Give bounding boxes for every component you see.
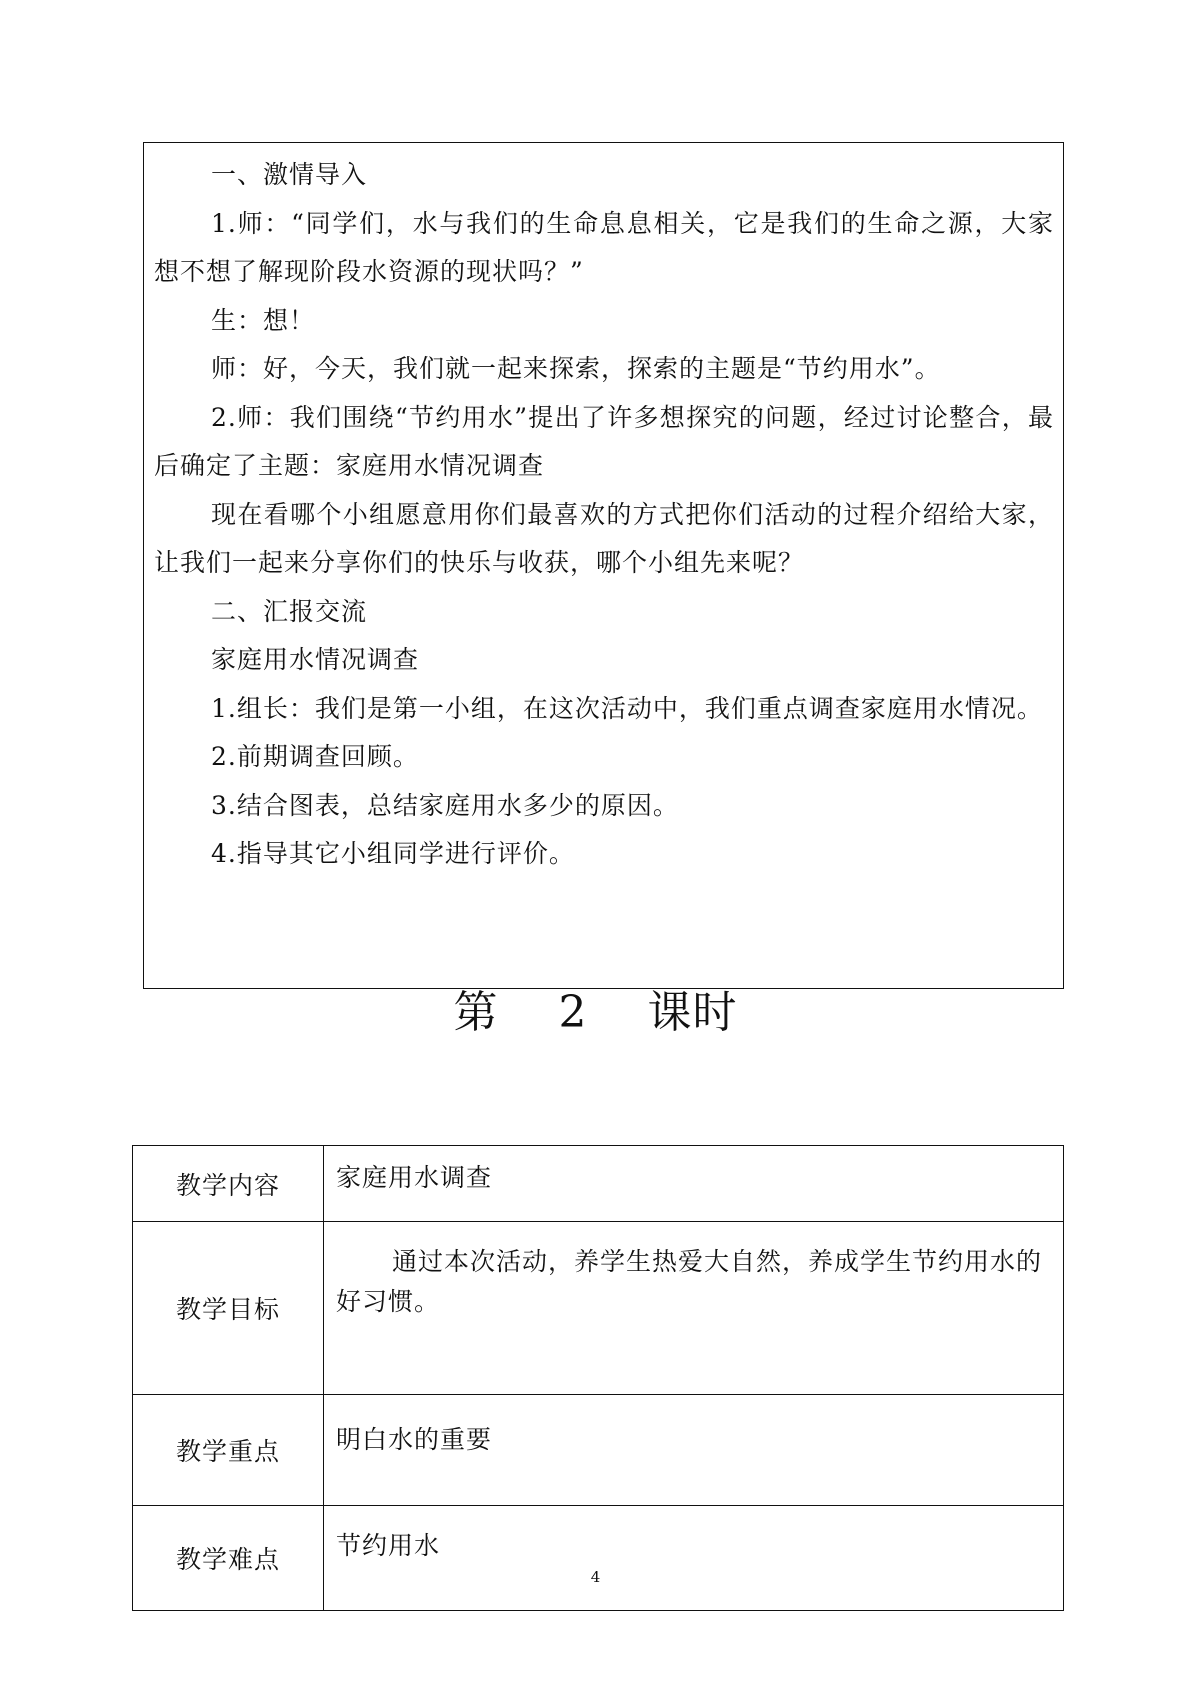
goal-label: 教学目标 (133, 1222, 324, 1395)
paragraph: 一、激情导入 (211, 160, 368, 189)
paragraph: 1.组长：我们是第一小组，在这次活动中，我们重点调查家庭用水情况。 (211, 693, 1043, 723)
table-row (133, 1222, 1064, 1395)
lesson-title-suffix: 课时 (647, 987, 738, 1038)
goal-value: 通过本次活动，养学生热爱大自然，养成学生节约用水的好习惯。 (324, 1222, 1064, 1395)
paragraph: 家庭用水情况调查 (211, 645, 420, 674)
lesson-process-box (143, 142, 1064, 989)
paragraph: 生：想！ (211, 305, 316, 335)
table-row (133, 1395, 1064, 1506)
paragraph: 现在看哪个小组愿意用你们最喜欢的方式把你们活动的过程介绍给大家，让我们一起来分享你们的快乐与收获，哪个小组先来呢？ (154, 499, 1054, 577)
paragraph: 二、汇报交流 (211, 596, 368, 626)
lesson-title-prefix: 第 (453, 987, 499, 1038)
paragraph: 师：好，今天，我们就一起来探索，探索的主题是“节约用水”。 (211, 354, 941, 383)
lesson-title (0, 985, 1191, 1041)
table-row (133, 1146, 1064, 1222)
key-point-label: 教学重点 (133, 1395, 324, 1506)
paragraph: 2.师：我们围绕“节约用水”提出了许多想探究的问题，经过讨论整合，最后确定了主题：家庭用水情况调查 (154, 402, 1054, 480)
content-value: 家庭用水调查 (324, 1146, 1064, 1222)
content-label: 教学内容 (133, 1146, 324, 1222)
difficulty-label: 教学难点 (133, 1506, 324, 1611)
difficulty-value: 节约用水 (324, 1506, 1064, 1611)
table-row (133, 1506, 1064, 1611)
paragraph: 4.指导其它小组同学进行评价。 (211, 839, 575, 868)
lesson-process-content (154, 151, 1054, 879)
paragraph: 2.前期调查回顾。 (211, 742, 419, 771)
paragraph: 3.结合图表，总结家庭用水多少的原因。 (211, 790, 679, 820)
key-point-value: 明白水的重要 (324, 1395, 1064, 1506)
paragraph: 1.师：“同学们，水与我们的生命息息相关，它是我们的生命之源，大家想不想了解现阶段水资源的现状吗？” (154, 208, 1054, 286)
page-number: 4 (590, 1568, 601, 1586)
lesson-title-number: 2 (558, 987, 588, 1038)
lesson-info-table (132, 1145, 1064, 1611)
